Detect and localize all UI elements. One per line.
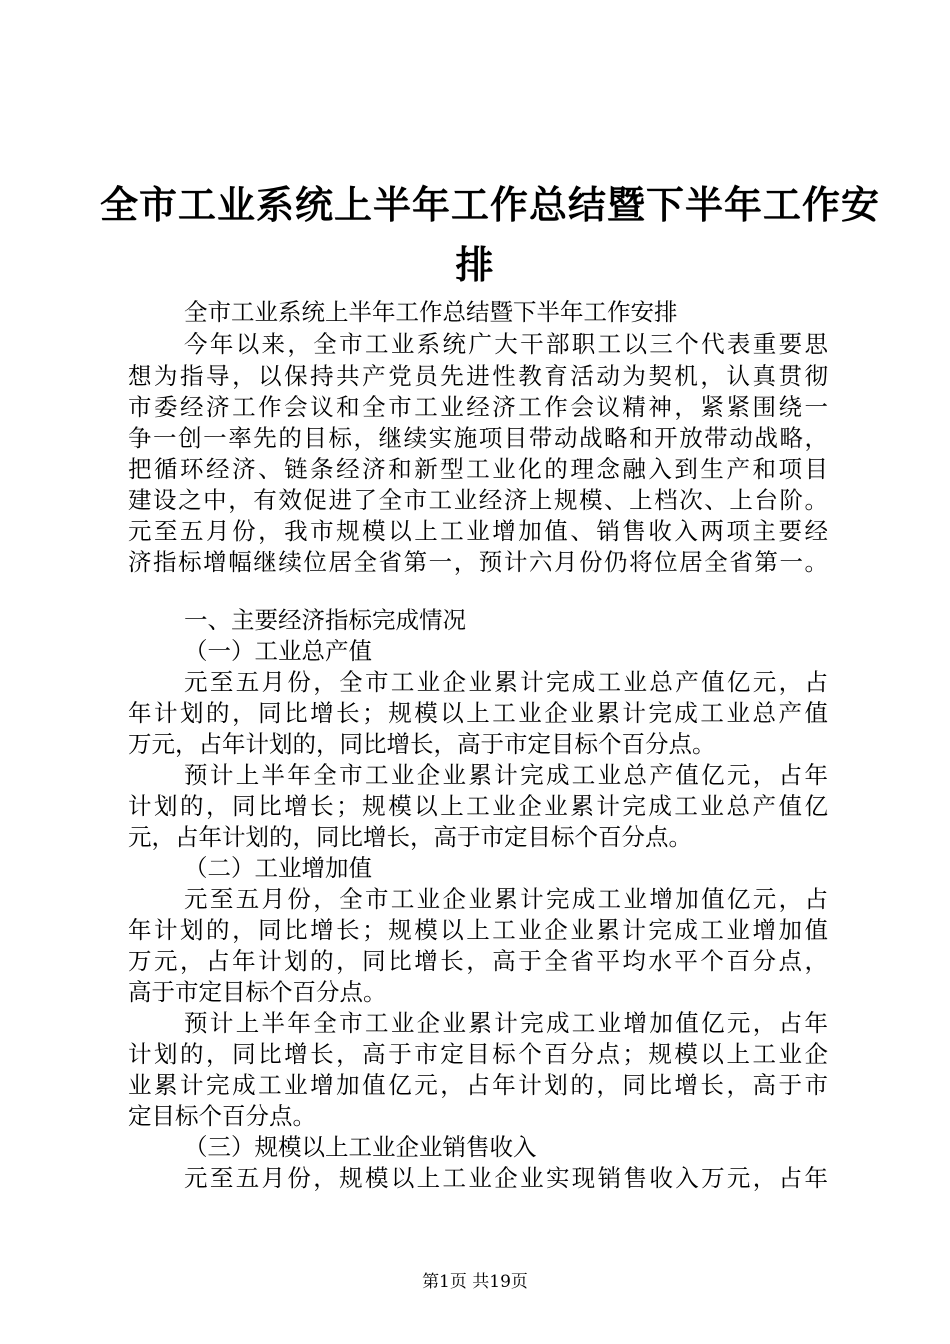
body-line: 济指标增幅继续位居全省第一，预计六月份仍将位居全省第一。 [128,548,828,576]
body-line: 计划的，同比增长，高于市定目标个百分点；规模以上工业企 [128,1040,828,1068]
section-heading: 一、主要经济指标完成情况 [184,606,466,634]
body-line: 计划的，同比增长；规模以上工业企业累计完成工业总产值亿 [128,792,828,820]
body-line: 建设之中，有效促进了全市工业经济上规模、上档次、上台阶。 [128,486,828,514]
page-footer: 第1页 共19页 [422,1272,528,1292]
body-line: 今年以来，全市工业系统广大干部职工以三个代表重要思 [184,330,828,358]
body-line: 元至五月份，我市规模以上工业增加值、销售收入两项主要经 [128,517,828,545]
body-line: 万元，占年计划的，同比增长，高于市定目标个百分点。 [128,730,716,758]
body-line: 年计划的，同比增长；规模以上工业企业累计完成工业总产值 [128,699,828,727]
body-line: 想为指导，以保持共产党员先进性教育活动为契机，认真贯彻 [128,362,828,390]
body-line: 高于市定目标个百分点。 [128,978,387,1006]
body-line: 万元，占年计划的，同比增长，高于全省平均水平个百分点， [128,947,828,975]
body-line: 争一创一率先的目标，继续实施项目带动战略和开放带动战略， [128,424,828,452]
subsection-heading: （二）工业增加值 [184,854,372,882]
body-line: 预计上半年全市工业企业累计完成工业总产值亿元，占年 [184,761,828,789]
body-line: 把循环经济、链条经济和新型工业化的理念融入到生产和项目 [128,455,828,483]
body-line: 定目标个百分点。 [128,1102,316,1130]
subsection-heading: （三）规模以上工业企业销售收入 [184,1133,537,1161]
body-line: 年计划的，同比增长；规模以上工业企业累计完成工业增加值 [128,916,828,944]
body-line: 元至五月份，全市工业企业累计完成工业总产值亿元，占 [184,668,828,696]
body-line: 业累计完成工业增加值亿元，占年计划的，同比增长，高于市 [128,1071,828,1099]
body-line: 预计上半年全市工业企业累计完成工业增加值亿元，占年 [184,1009,828,1037]
body-line: 元至五月份，全市工业企业累计完成工业增加值亿元，占 [184,885,828,913]
body-line: 全市工业系统上半年工作总结暨下半年工作安排 [184,298,678,326]
body-line: 元至五月份，规模以上工业企业实现销售收入万元，占年 [184,1164,828,1192]
document-title-line-1: 全市工业系统上半年工作总结暨下半年工作安 [100,182,881,227]
subsection-heading: （一）工业总产值 [184,637,372,665]
body-line: 元，占年计划的，同比增长，高于市定目标个百分点。 [128,823,692,851]
body-line: 市委经济工作会议和全市工业经济工作会议精神，紧紧围绕一 [128,393,828,421]
document-title-line-2: 排 [455,242,495,287]
